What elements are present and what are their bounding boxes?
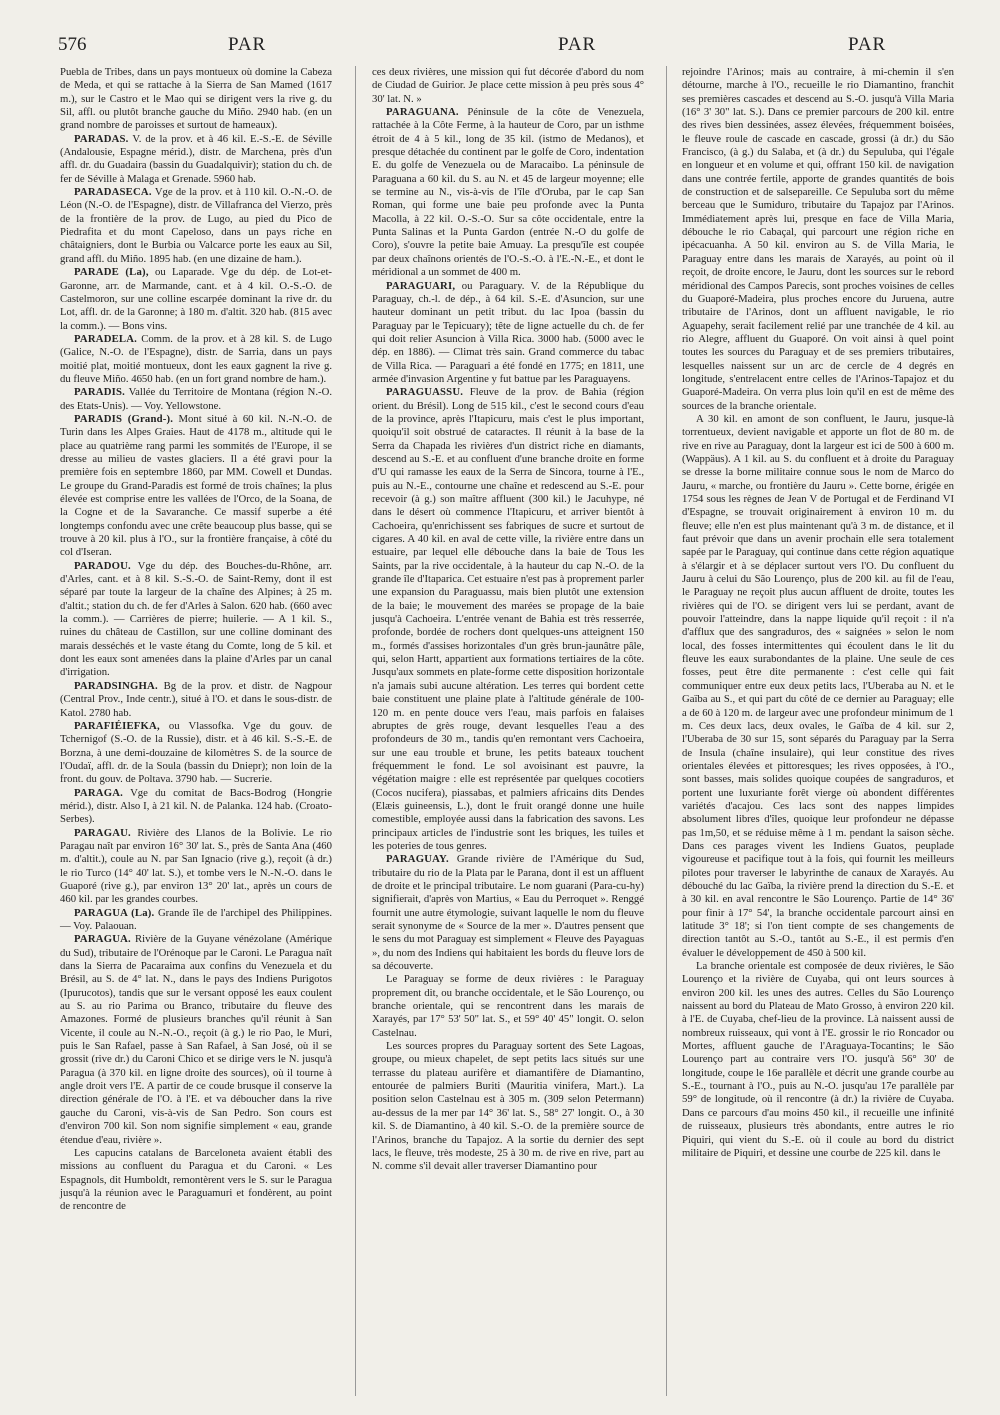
entry-text: Le Paraguay se forme de deux rivières : le Paraguay proprement dit, ou branche occidentale, et le São Lourenço, ou branche orientale, qui se rencontrent dans les marais de Xarayés, par 17° 53' 50" lat. S., et 59° 40' 45" longit. O. selon Castelnau. xyxy=(372,973,644,1039)
dictionary-entry xyxy=(372,973,644,1040)
dictionary-entry xyxy=(60,680,332,720)
page-header xyxy=(58,34,950,64)
entry-headword: PARADAS. xyxy=(74,132,129,145)
entry-text: rejoindre l'Arinos; mais au contraire, à mi-chemin il s'en détourne, marche à l'O., recueille le rio Diamantino, franchit ses premières cascades et descend au S.-O. jusqu'à Villa Maria (16° 3' 30" lat. S.). Dans ce premier parcours de 200 kil. entre des rives bien dessinées, assez élevées, fréquemment boisées, le fleuve roule de cascade en cascade, grossi (à dr.) du São Francisco, (à g.) du Salaba, et (à dr.) du Sepuluba, qui l'égale en longueur et en volume et qui, offrant 150 kil. de navigation dans une contrée fertile, apporte de grandes quantités de bois de construction et de salsepareille. Ce Sepuluba sort du même berceau que le Sumiduro, tributaire du Tapajoz par l'Arinos. Immédiatement après lui, presque en face de Villa Maria, débouche le rio Cabaçal, qui parcourt une région riche en ipécacuanha. A 50 kil. environ au S. de Villa Maria, le Paraguay entre dans les marais de Xarayés, au point où il reçoit, de droite encore, le Jauru, dont les sources sur le rebord méridional des Campos Parecis, sont proches voisines de celles du Guaporé-Madeira, plus proches encore du Juruena, autre tributaire de l'Arinos, dont un affluent navigable, le rio Aguapehy, serait facilement relié par une tranchée de 4 kil. au rio Alegre, affluent du Guaporé. On voit ainsi à quel point toutes les sources du Paraguay et de ses premiers tributaires, lesquelles naissent sur un arc de cercle de 4 degrés en longitude, s'entrelacent entre celles de l'Arinos-Tapajoz et du Guaporé-Madeira. On verra plus loin qu'il en est de même des sources de la branche orientale. xyxy=(682,66,954,412)
entry-text: V. de la prov. et à 46 kil. E.-S.-E. de Séville (Andalousie, Espagne mérid.), distr. de Marchena, près d'un affl. dr. du Guadaira (bassin du Guadalquivir); station du ch. de fer de Séville à Malaga et Grenade. 5960 hab. xyxy=(60,132,332,185)
dictionary-entry xyxy=(372,386,644,853)
text-column-2 xyxy=(372,66,644,1174)
dictionary-entry xyxy=(682,66,954,413)
entry-headword: PARAGA. xyxy=(74,786,123,799)
entry-text: A 30 kil. en amont de son confluent, le Jauru, jusque-là torrentueux, devient navigable et apporte un flot de 80 m. de rive en rive au Paraguay, dont la largeur est ici de 500 à 600 m. (Wappäus). A 1 kil. au S. du confluent et à droite du Paraguay se dresse la borne militaire connue sous le nom de Marco do Jauru, « marche, ou frontière du Jauru ». Cette borne, érigée en 1754 sous les règnes de Jean V de Portugal et de Ferdinand VI d'Espagne, se trouvait originairement à environ 10 m. du fleuve; elle n'en est plus maintenant qu'à 3 m. de distance, et il faut prévoir que dans un avenir prochain elle sera totalement sapée par le Paraguay, qui continue dans cette région aquatique à s'élargir et à se déplacer surtout vers l'O. Du confluent du Jauru à celui du São Lourenço, plus de 200 kil. au fil de l'eau, le Paraguay ne reçoit plus aucun affluent de droite, toutes les rivières qui de l'O. se dirigent vers lui se perdant, avant de pouvoir l'atteindre, dans la nappe liquide qu'il reçoit : il n'a d'afflux que des sangraduros, des « saignées » selon le nom local, des fosses intermittentes qui écoulent dans le lit du fleuve les eaux surabondantes de la plaine. Une seule de ces fosses, peut être dite permanente : c'est celle qui fait communiquer entre eux deux petits lacs, l'Uberaba au N. et le Gaïba au S., et qui part du côté de ce dernier au Paraguay; elle a de 60 à 120 m. de largeur avec une profondeur minimum de 1 m. Ces deux lacs, deux ovales, le Gaïba de 4 kil. sur 2, l'Uberaba de 30 sur 15, sont séparés du Paraguay par la Serra de Insula (chaîne insulaire), qui leur constitue des rives orientales élevées et pittoresques; les rives opposées, à l'O., sont basses, mais solides quoique coupées de sangraduros, et portent une luxuriante forêt vierge où abondent différentes variétés d'acajou. Ces lacs sont des nappes limpides absolument libres d'îles, quoique leur profondeur ne dépasse pas 1m,50, et se réduise même à 1 m. pendant la saison sèche. Dans ces parages vivent les Indiens Guatos, peuplade vigoureuse et pacifique tout à la fois, qui fournit les meilleurs pilotes pour traverser le labyrinthe de canaux de Xarayés. Au débouché du lac Gaïba, la rivière prend la direction du S.-E. et à 30 kil. en aval rencontre le São Lourenço. Partie de 14° 36' pour finir à 17° 54', la branche occidentale parcourt ainsi en latitude 3° 18'; si l'on tient compte de ses changements de direction tantôt au S.-O., tantôt au S.-E., il est permis d'en évaluer le développement de 450 à 500 kil. xyxy=(682,412,954,959)
running-head-center: PAR xyxy=(558,34,597,55)
entry-text: Puebla de Tribes, dans un pays montueux où domine la Cabeza de Meda, et qui se rattache à la Sierra de San Mamed (1617 m.), sur le Castro et le Mao qui se dirigent vers la rive g. du Sil, affl. ou plutôt branche gauche du Miño. 2940 hab. (en un grand nombre de paroisses et surtout de hameaux). xyxy=(60,66,332,132)
dictionary-entry xyxy=(60,66,332,133)
entry-text: Vge du dép. des Bouches-du-Rhône, arr. d'Arles, cant. et à 8 kil. S.-S.-O. de Saint-Remy, dont il est séparé par toute la largeur de la chaîne des Alpines; à 25 m. d'altit.; station du ch. de fer d'Arles à Salon. 620 hab. (660 avec la comm.). — Carrières de pierre; huilerie. — A 1 kil. S., ruines du château de Castillon, sur une colline dominant des marais desséchés et le vaste étang du Comte, long de 5 kil. et dont les eaux sont amenées dans la plaine d'Arles par un canal d'irrigation. xyxy=(60,559,332,679)
entry-text: La branche orientale est composée de deux rivières, le São Lourenço et la rivière de Cuyaba, qui ont leurs sources à environ 200 kil. les unes des autres. Celles du São Lourenço naissent au bord du Plateau de Mato Grosso, à environ 220 kil. à l'E. de Cuyaba, chef-lieu de la province. Là naissent aussi de nombreux ruisseaux, qui vont à l'E. grossir le rio Roncador ou Mortes, affluent gauche de l'Araguaya-Tocantins; le São Lourenço part au contraire vers l'O. jusqu'à 56° 30' de longitude, coupe le 16e parallèle et décrit une grande courbe au S.-E., tournant à l'O., puis au N.-O. jusqu'au 17e parallèle par 59° de longitude, où il rencontre (à dr.) la rivière de Cuyaba. Dans ce parcours d'au moins 450 kil., il recueille une infinité de ruisseaux, plusieurs très abondants, entre autres le rio Piquiri, qui vient du S.-E. où il coule au bord du district militaire de Piquiri, et dessine une courbe de 225 kil. dans le xyxy=(682,960,954,1159)
entry-headword: PARADIS. xyxy=(74,386,125,399)
running-head-right: PAR xyxy=(848,34,887,55)
entry-text: Vallée du Territoire de Montana (région N.-O. des Etats-Unis). — Voy. Yellowstone. xyxy=(60,386,332,412)
entry-headword: PARAGAU. xyxy=(74,826,131,839)
entry-headword: PARAGUARI, xyxy=(386,279,456,292)
entry-headword: PARAGUA. xyxy=(74,933,131,946)
entry-text: Rivière de la Guyane vénézolane (Amérique du Sud), tributaire de l'Orénoque par le Caroni. Le Paragua naît dans la Sierra de Pacaraima aux confins du Venezuela et du Brésil, au S. de 4° lat. N., dans le pays des Indiens Purigotos (Ipurucotos), tandis que sur le versant opposé les eaux coulent au S. au rio Parima ou Branco, tributaire du fleuve des Amazones. Formé de plusieurs branches qu'il réunit à San Vicente, il coule au N.-N.-O., reçoit (à g.) le rio Pao, le Muri, puis le San Rafael, passe à San Rafael, à San José, où il se grossit (rive dr.) du Caroni Chico et se dirige vers le N. jusqu'à Paragua (à 370 kil. en ligne droite des sources), où il tourne à angle droit vers l'E. A partir de ce coude brusque il conserve la direction générale de l'O. à l'E. et va déboucher dans la rive gauche du Caroni, vis-à-vis de San Pedro. Son cours est d'environ 700 kil. Son nom signifie simplement « eau, grande étendue d'eau, rivière ». xyxy=(60,933,333,1146)
dictionary-entry xyxy=(60,413,332,560)
dictionary-entry xyxy=(60,560,332,680)
dictionary-entry xyxy=(60,933,332,1147)
entry-text: Mont situé à 60 kil. N.-N.-O. de Turin dans les Alpes Graies. Haut de 4178 m., altitude qui le place au quatrième rang parmi les sommités de l'Europe, il se dresse au milieu de vastes glaciers. Il a été gravi pour la première fois en septembre 1860, par MM. Cowell et Dundas. Le groupe du Grand-Paradis est formé de trois chaînes; la plus élevée est comprise entre les vallées de l'Orco, de la Soana, de la Cogne et de la Savaranche. Ce massif superbe a été longtemps confondu avec une crête beaucoup plus basse, qui se trouve à 20 kil. plus à l'O., sur la frontière française, à côté du col d'Iseran. xyxy=(60,412,333,559)
entry-text: ou Vlassofka. Vge du gouv. de Tchernigof (S.-O. de la Russie), distr. et à 46 kil. S.-S.-E. de Borzna, à une demi-douzaine de kilomètres S. de la source de l'Oudaï, affl. dr. de la Soula (bassin du Dniepr); non loin de la front. du gouv. de Poltava. 3790 hab. — Sucrerie. xyxy=(60,719,332,786)
entry-headword: PARAFIÉIEFKA, xyxy=(74,719,160,732)
entry-text: Fleuve de la prov. de Bahia (région orient. du Brésil). Long de 515 kil., c'est le second cours d'eau de la province, après l'Itapicuru, mais c'est le plus important, quoiqu'il soit obstrué de cataractes. Il réunit à la base de la Serra da Chapada les rivières d'un district riche en diamants, descend au S.-E. et au confluent d'une branche droite en forme d'U qui ramasse les eaux de la Serra de Sincora, tourne à l'E., puis au N.-E., contourne une chaîne et redescend au S.-E. pour recevoir (à g.) son maître affluent (300 kil.) le Jacuhype, né dans le désert où commence l'Itapicuru, et arriver bientôt à Cachoeira, qu'enrichissent ses fabriques de sucre et surtout de cigares. A 40 kil. en aval de cette ville, la rivière entre dans un estuaire, par lequel elle débouche dans la baie de Tous les Saints, par la rive occidentale, à la hauteur du cap N.-O. de la grande île d'Itaparica. Cet estuaire n'est pas à proprement parler une expansion du Paraguassu, mais bien plutôt une extension de la baie; le mouvement des marées se propage de la baie jusqu'à Cachoeira. L'entrée venant de Bahia est très resserrée, profonde, bordée de rochers dont quelques-uns atteignent 150 m., formés d'assises horizontales d'un grès brun-jaunâtre pâle, qui, selon Hartt, appartient aux formations tertiaires de la côte. Jusqu'aux sommets en plate-forme cette disposition horizontale n'a jamais subi aucune altération. Les terres qui bordent cette baie constituent une plaine plate à l'altitude générale de 100-120 m. en pente douce vers l'eau, mais parfois en falaises abruptes de grès rouge, devant lesquelles l'eau a des profondeurs de 30 m., tandis qu'en remontant vers Cachoeira, sur une eau trouble et brune, les petits bateaux touchent fréquemment le fond. Le sol avoisinant est pauvre, la végétation maigre : elle est représentée par quelques cocotiers (Cocos nucifera), piassabas, et palmiers africains dits Dendes (Elæis guineensis, L.), dont le fruit orangé donne une huile comestible, employée aussi dans la fabrication des savons. Les principaux articles de l'industrie sont les briques, les tuiles et les poteries de tous genres. xyxy=(372,386,644,852)
dictionary-entry xyxy=(372,280,644,387)
entry-headword: PARADSINGHA. xyxy=(74,679,158,692)
entry-headword: PARAGUA (La). xyxy=(74,906,155,919)
dictionary-entry xyxy=(60,720,332,787)
entry-text: Comm. de la prov. et à 28 kil. S. de Lugo (Galice, N.-O. de l'Espagne), distr. de Sarria, dans un pays moitié plat, moitié montueux, dont les eaux gagnent la rive g. du fleuve Miño. 4650 hab. (en un fort grand nombre de ham.). xyxy=(60,332,333,385)
column-divider xyxy=(355,66,356,1396)
entry-text: Rivière des Llanos de la Bolivie. Le rio Paragau naît par environ 16° 30' lat. S., près de Santa Ana (460 m. d'altit.), coule au N. par San Ignacio (rive g.), reçoit (à dr.) le rio Turco (14° 40' lat. S.), et tombe vers le N.-N.-O. dans le Guaporé (rive g.), par environ 13° 20' lat., après un cours de 460 kil. par les grandes courbes. xyxy=(60,826,332,906)
entry-text: Vge de la prov. et à 110 kil. O.-N.-O. de Léon (N.-O. de l'Espagne), distr. de Villafranca del Vierzo, près de la frontière de la prov. de Lugo, au pied du Pico de Piedrafita et du mont Capeloso, dans un pays riche en châtaigniers, dont le Burbia ou Valcarce porte les eaux au Sil, grand affl. du Miño. 1895 hab. (en une dizaine de ham.). xyxy=(60,186,333,265)
dictionary-entry xyxy=(60,787,332,827)
dictionary-entry xyxy=(372,66,644,106)
entry-headword: PARADIS (Grand-). xyxy=(74,412,174,425)
entry-text: Bg de la prov. et distr. de Nagpour (Central Prov., Inde centr.), situé à l'O. et dans le sous-distr. de Katol. 2780 hab. xyxy=(60,679,333,719)
dictionary-entry xyxy=(372,853,644,973)
entry-text: Vge du comitat de Bacs-Bodrog (Hongrie mérid.), distr. Also I, à 21 kil. N. de Palanka. 124 hab. (Croato-Serbes). xyxy=(60,786,333,826)
entry-text: ces deux rivières, une mission qui fut décorée d'abord du nom de Ciudad de Guirior. Je place cette mission à peu près sous 4° 30' lat. N. » xyxy=(372,66,644,105)
dictionary-entry xyxy=(60,1147,332,1214)
entry-headword: PARADE (La), xyxy=(74,266,149,279)
entry-text: Les capucins catalans de Barceloneta avaient établi des missions au confluent du Paragua et du Caroni. « Les Espagnols, dit Humboldt, remontèrent vers le S. sur le Paragua jusqu'à la réunion avec le Paraguamuri et fondèrent, au point de rencontre de xyxy=(60,1146,332,1213)
entry-headword: PARAGUAY. xyxy=(386,853,449,866)
dictionary-entry xyxy=(60,266,332,333)
dictionary-entry xyxy=(60,827,332,907)
entry-headword: PARAGUASSU. xyxy=(386,386,464,399)
entry-text: Les sources propres du Paraguay sortent des Sete Lagoas, groupe, ou mieux chapelet, de sept petits lacs situés sur une terrasse du plateau aurifère et diamantifère de Diamantino, entourée de palmiers Buriti (Mauritia vinifera, Mart.). La position selon Castelnau est à 305 m. (309 selon Petermann) au-dessus de la mer par 14° 36' lat. S., 58° 27' longit. O., à 30 kil. S. de Diamantino, à 40 kil. S.-O. de la première source de l'Arinos, branche du Tapajoz. A la sortie du dernier des sept lacs, le fleuve, très modeste, 25 à 30 m. de rive en rive, part au N. comme s'il devait aller traverser Diamantino pour xyxy=(372,1040,644,1173)
entry-headword: PARADOU. xyxy=(74,559,131,572)
text-column-3 xyxy=(682,66,954,1160)
dictionary-entry xyxy=(60,333,332,386)
dictionary-entry xyxy=(60,386,332,413)
entry-text: Grande île de l'archipel des Philippines. — Voy. Palaouan. xyxy=(60,906,332,932)
entry-text: ou Laparade. Vge du dép. de Lot-et-Garonne, arr. de Marmande, cant. et à 4 kil. O.-S.-O. de Castelmoron, sur une colline escarpée dominant la rive dr. du Lot, affl. dr. de la Garonne; à 180 m. d'altit. 320 hab. (815 avec la comm.). — Bons vins. xyxy=(60,266,332,332)
dictionary-entry xyxy=(682,413,954,960)
text-column-1 xyxy=(60,66,332,1214)
entry-text: Péninsule de la côte de Venezuela, rattachée à la Côte Ferme, à la hauteur de Coro, par un isthme étroit de 4 à 5 kil., long de 35 kil. (istmo de Medanos), et presque détachée du continent par le golfe de Coro, indentation E. du golfe de Venezuela ou de Maracaibo. La péninsule de Paraguana a 60 kil. du S. au N. et 45 de largeur moyenne; elle se termine au N., vis-à-vis de l'île d'Oruba, par le cap San Roman, qui forme une baie peu profonde avec la Punta Macolla, à 22 kil. O.-S.-O. Sur sa côte occidentale, entre la Punta Salinas et la Punta Gardon (entrée N.-O du golfe de Coro), s'ouvre la petite baie Amuay. La presqu'île est coupée par deux chaînons orientés de l'O.-S.-O. à l'E.-N.-E., et dont le méridional a un sommet de 400 m. xyxy=(372,106,645,279)
page-number: 576 xyxy=(58,34,87,55)
entry-headword: PARADELA. xyxy=(74,332,138,345)
entry-text: Grande rivière de l'Amérique du Sud, tributaire du rio de la Plata par le Parana, dont il est un affluent de droite et le principal tributaire. Le nom guarani (Para-cu-hy) signifierait, d'après von Martius, « Eau du Perroquet ». Renggé fournit une autre étymologie, suivant laquelle le nom du fleuve serait synonyme de « Source de la mer ». D'autres pensent que le sens du mot Paraguay est simplement « Fleuve des Payaguas », du nom des Indiens qui habitaient les bords du fleuve lors de sa découverte. xyxy=(372,853,644,973)
entry-headword: PARADASECA. xyxy=(74,186,152,199)
dictionary-entry xyxy=(682,960,954,1160)
dictionary-entry xyxy=(372,106,644,279)
column-divider xyxy=(666,66,667,1396)
dictionary-entry xyxy=(372,1040,644,1173)
entry-headword: PARAGUANA. xyxy=(386,106,459,119)
dictionary-entry xyxy=(60,133,332,186)
running-head-left: PAR xyxy=(228,34,267,55)
dictionary-entry xyxy=(60,907,332,934)
dictionary-entry xyxy=(60,186,332,266)
entry-text: ou Paraguary. V. de la République du Paraguay, ch.-l. de dép., à 64 kil. S.-E. d'Asuncion, sur une hauteur dominant un petit tribut. du lac Ipoa (bassin du Paraguay par le Tepicuary); tête de ligne actuelle du ch. de fer qui doit relier Asuncion à Villa Rica. 3000 hab. (5000 avec le dép. en 1886). — Climat très sain. Grand commerce du tabac de Villa Rica. — Paraguari a été fondé en 1775; en 1811, une armée d'invasion Argentine y fut battue par les Paraguayens. xyxy=(372,279,644,385)
